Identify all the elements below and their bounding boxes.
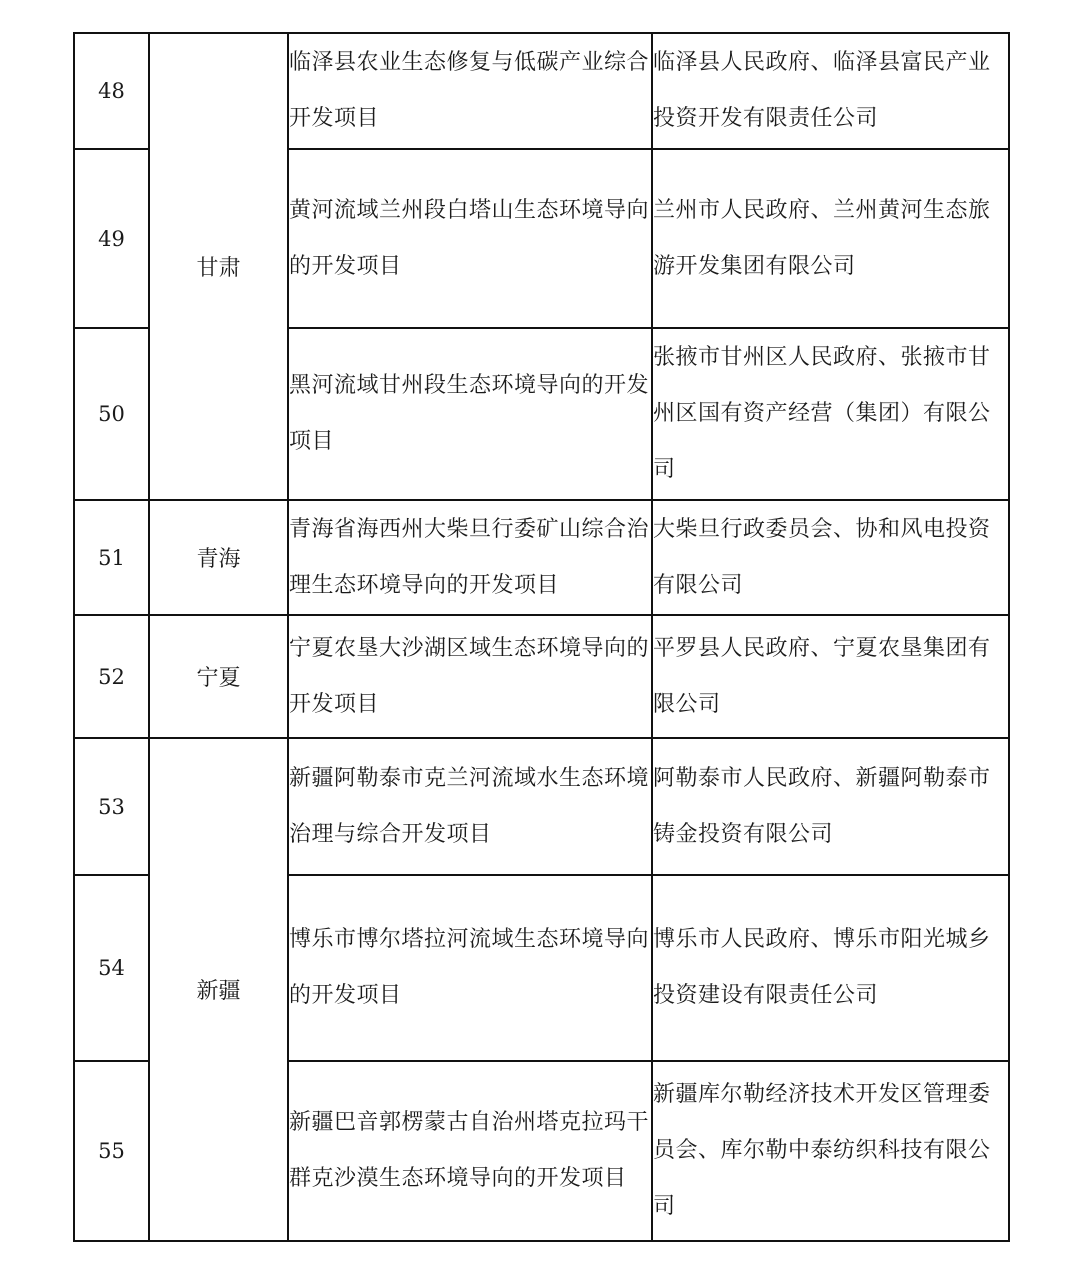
row-number: 55 (74, 1061, 149, 1241)
province-cell: 甘肃 (149, 33, 288, 500)
row-number: 54 (74, 875, 149, 1061)
row-number: 49 (74, 149, 149, 328)
row-number: 50 (74, 328, 149, 500)
project-name: 青海省海西州大柴旦行委矿山综合治理生态环境导向的开发项目 (288, 500, 652, 615)
project-name: 博乐市博尔塔拉河流域生态环境导向的开发项目 (288, 875, 652, 1061)
project-table (73, 32, 1010, 1242)
project-name: 新疆巴音郭楞蒙古自治州塔克拉玛干群克沙漠生态环境导向的开发项目 (288, 1061, 652, 1241)
row-number: 48 (74, 33, 149, 149)
implementing-entity: 阿勒泰市人民政府、新疆阿勒泰市铸金投资有限公司 (652, 738, 1009, 875)
province-cell: 青海 (149, 500, 288, 615)
implementing-entity: 博乐市人民政府、博乐市阳光城乡投资建设有限责任公司 (652, 875, 1009, 1061)
implementing-entity: 大柴旦行政委员会、协和风电投资有限公司 (652, 500, 1009, 615)
row-number: 52 (74, 615, 149, 738)
province-cell: 新疆 (149, 738, 288, 1241)
table-row (74, 500, 1009, 615)
implementing-entity: 新疆库尔勒经济技术开发区管理委员会、库尔勒中泰纺织科技有限公司 (652, 1061, 1009, 1241)
implementing-entity: 临泽县人民政府、临泽县富民产业投资开发有限责任公司 (652, 33, 1009, 149)
table-row (74, 615, 1009, 738)
project-name: 黄河流域兰州段白塔山生态环境导向的开发项目 (288, 149, 652, 328)
implementing-entity: 兰州市人民政府、兰州黄河生态旅游开发集团有限公司 (652, 149, 1009, 328)
project-name: 临泽县农业生态修复与低碳产业综合开发项目 (288, 33, 652, 149)
project-name: 宁夏农垦大沙湖区域生态环境导向的开发项目 (288, 615, 652, 738)
project-name: 黑河流域甘州段生态环境导向的开发项目 (288, 328, 652, 500)
implementing-entity: 张掖市甘州区人民政府、张掖市甘州区国有资产经营（集团）有限公司 (652, 328, 1009, 500)
implementing-entity: 平罗县人民政府、宁夏农垦集团有限公司 (652, 615, 1009, 738)
project-name: 新疆阿勒泰市克兰河流域水生态环境治理与综合开发项目 (288, 738, 652, 875)
table-row (74, 33, 1009, 149)
table-row (74, 738, 1009, 875)
row-number: 51 (74, 500, 149, 615)
row-number: 53 (74, 738, 149, 875)
province-cell: 宁夏 (149, 615, 288, 738)
